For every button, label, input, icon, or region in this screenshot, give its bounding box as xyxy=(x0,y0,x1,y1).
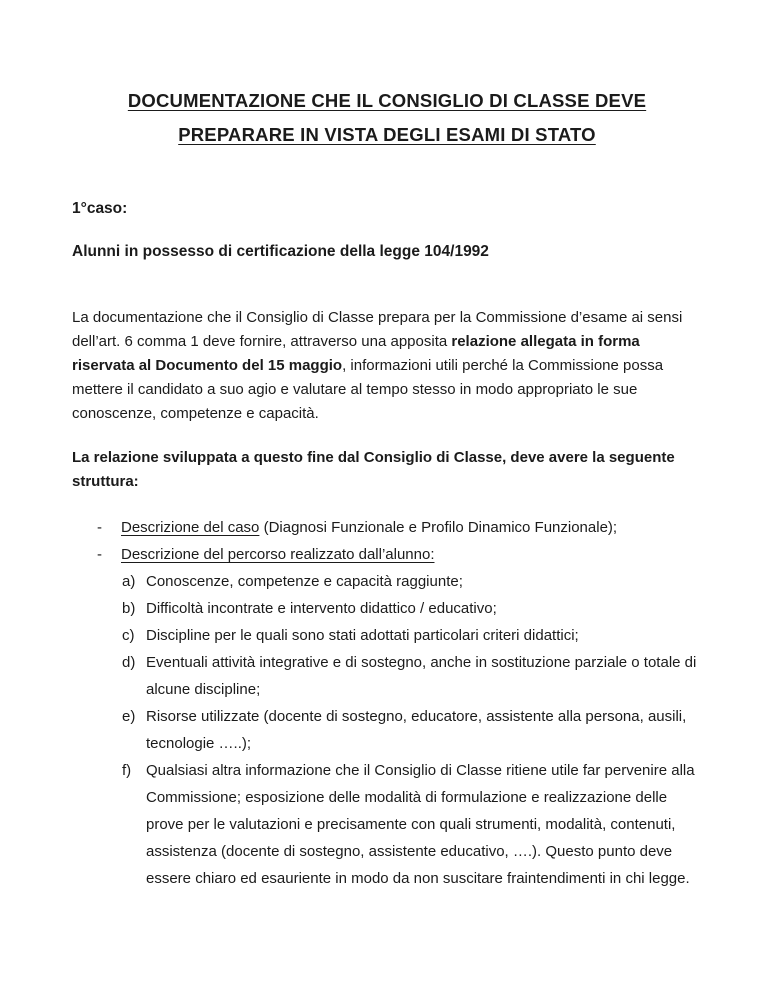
list-item xyxy=(72,595,702,622)
list-letter: d) xyxy=(122,654,136,671)
case-number-heading: 1°caso: xyxy=(72,200,128,217)
list-item-underlined: Descrizione del caso xyxy=(121,519,260,536)
intro-paragraph-bold: relazione allegata in forma riservata al Documento del 15 maggio xyxy=(72,333,640,374)
list-letter: c) xyxy=(122,627,135,644)
list-item-rest: (Diagnosi Funzionale e Profilo Dinamico Funzionale); xyxy=(259,519,618,536)
list-item xyxy=(72,541,702,568)
list-item xyxy=(72,703,702,757)
dash-bullet: - xyxy=(97,546,102,563)
document-title-line2: PREPARARE IN VISTA DEGLI ESAMI DI STATO xyxy=(178,124,596,145)
dash-bullet: - xyxy=(97,519,102,536)
list-item xyxy=(72,757,702,892)
list-letter: a) xyxy=(122,573,136,590)
list-item-text xyxy=(121,541,435,568)
list-item-text: Difficoltà incontrate e intervento didattico / educativo; xyxy=(146,600,497,617)
case-subtitle-heading: Alunni in possesso di certificazione della legge 104/1992 xyxy=(72,243,489,260)
dash-list xyxy=(72,514,702,568)
document-title-line1: DOCUMENTAZIONE CHE IL CONSIGLIO DI CLASSE DEVE xyxy=(127,90,647,111)
list-item xyxy=(72,649,702,703)
structure-heading: La relazione sviluppata a questo fine dal Consiglio di Classe, deve avere la seguente struttura: xyxy=(72,449,675,490)
intro-paragraph xyxy=(72,306,702,426)
list-item-text: Qualsiasi altra informazione che il Consiglio di Classe ritiene utile far pervenire alla Commissione; esposizione delle modalità di formulazione e realizzazione delle prove per le valutazioni e precisamente con quali strumenti, modalità, contenuti, assistenza (docente di sostegno, assistente educativo, ….). Questo punto deve essere chiaro ed esauriente in modo da non suscitare fraintendimenti in chi legge. xyxy=(146,762,695,887)
list-item-text: Discipline per le quali sono stati adottati particolari criteri didattici; xyxy=(146,627,579,644)
list-item-text xyxy=(121,514,617,541)
list-item-text: Conoscenze, competenze e capacità raggiunte; xyxy=(146,573,463,590)
intro-paragraph-part2: , informazioni utili perché la Commissione possa mettere il candidato a suo agio e valutare al tempo stesso in modo appropriato le sue conoscenze, competenze e capacità. xyxy=(72,357,664,422)
list-item xyxy=(72,622,702,649)
list-letter: f) xyxy=(122,762,132,779)
document-title xyxy=(72,84,702,152)
intro-paragraph-part1: La documentazione che il Consiglio di Classe prepara per la Commissione d’esame ai sensi dell’art. 6 comma 1 deve fornire, attraverso una apposita xyxy=(72,309,683,350)
list-item xyxy=(72,514,702,541)
list-letter: e) xyxy=(122,708,136,725)
list-item-text: Risorse utilizzate (docente di sostegno, educatore, assistente alla persona, ausili, tecnologie …..); xyxy=(146,708,687,752)
list-item-text: Eventuali attività integrative e di sostegno, anche in sostituzione parziale o totale di alcune discipline; xyxy=(146,654,697,698)
letter-list xyxy=(72,568,702,892)
list-letter: b) xyxy=(122,600,136,617)
list-item xyxy=(72,568,702,595)
list-item-underlined: Descrizione del percorso realizzato dall’alunno: xyxy=(121,546,435,563)
